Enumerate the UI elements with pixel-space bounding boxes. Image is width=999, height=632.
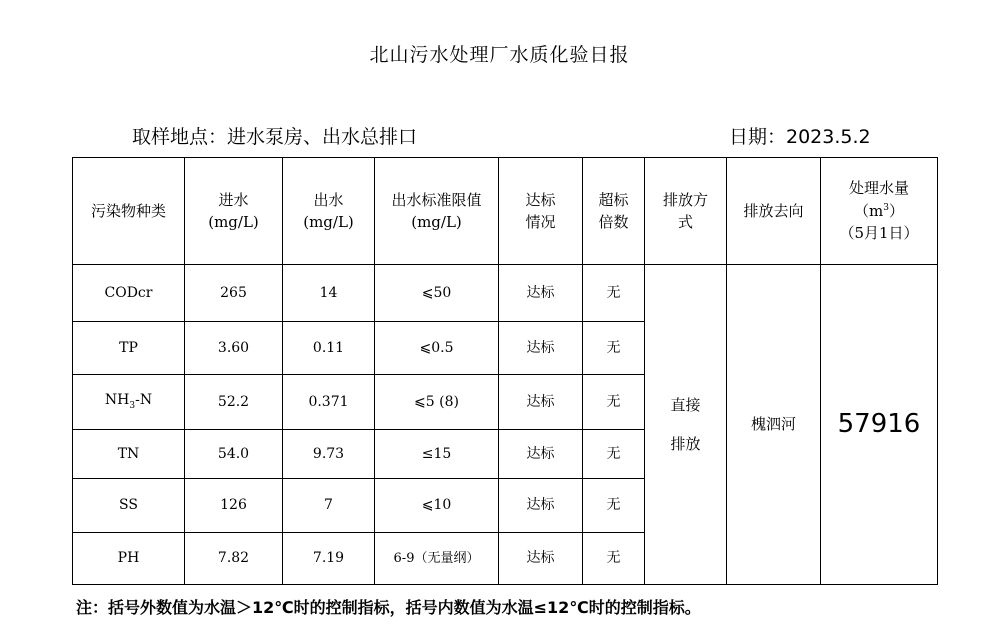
- header-status-label: 达标 情况: [525, 190, 556, 231]
- cell-limit: ⩽0.5: [375, 322, 499, 375]
- cell-inflow: 52.2: [185, 375, 283, 430]
- header-status: [499, 158, 583, 265]
- header-outflow-label: 出水: [313, 190, 344, 209]
- header-volume-date: （5月1日）: [839, 224, 919, 243]
- cell-pollutant: TN: [73, 430, 185, 479]
- cell-discharge-method: [645, 265, 727, 585]
- cell-exceed: 无: [583, 430, 645, 479]
- report-date: 日期：2023.5.2: [729, 126, 871, 148]
- cell-outflow: 14: [283, 265, 375, 322]
- cell-inflow: 7.82: [185, 533, 283, 585]
- cell-outflow: 7: [283, 479, 375, 533]
- header-volume-unit: $(m^3)$: [854, 201, 904, 220]
- header-volume-label: 处理水量: [848, 179, 909, 198]
- header-inflow-label: 进水: [218, 190, 249, 209]
- header-inflow: [185, 158, 283, 265]
- report-title: 北山污水处理厂水质化验日报: [369, 44, 630, 66]
- cell-outflow: 9.73: [283, 430, 375, 479]
- cell-outflow: 7.19: [283, 533, 375, 585]
- header-volume: [821, 158, 938, 265]
- cell-limit: ⩽50: [375, 265, 499, 322]
- cell-exceed: 无: [583, 322, 645, 375]
- cell-status: 达标: [499, 375, 583, 430]
- header-inflow-unit: (mg/L): [208, 213, 259, 231]
- cell-exceed: 无: [583, 533, 645, 585]
- cell-volume: 57916: [821, 265, 938, 585]
- header-pollutant: [73, 158, 185, 265]
- header-discharge-method-label: 排放方 式: [662, 190, 708, 231]
- cell-pollutant: SS: [73, 479, 185, 533]
- header-limit-label: 出水标准限值: [391, 190, 482, 209]
- cell-status: 达标: [499, 430, 583, 479]
- water-quality-table: [72, 157, 938, 585]
- cell-pollutant: PH: [73, 533, 185, 585]
- cell-status: 达标: [499, 322, 583, 375]
- cell-pollutant: CODcr: [73, 265, 185, 322]
- header-discharge-dest: [727, 158, 821, 265]
- cell-limit: ≤15: [375, 430, 499, 479]
- cell-pollutant: $NH_3-N$: [73, 375, 185, 430]
- cell-outflow: 0.371: [283, 375, 375, 430]
- discharge-method-value: 直接 排放: [670, 395, 701, 453]
- cell-outflow: 0.11: [283, 322, 375, 375]
- header-pollutant-label: 污染物种类: [90, 201, 166, 220]
- header-exceed: [583, 158, 645, 265]
- cell-discharge-dest: 槐泗河: [727, 265, 821, 585]
- cell-limit: ⩽5 (8): [375, 375, 499, 430]
- table-row: [73, 265, 938, 322]
- cell-status: 达标: [499, 533, 583, 585]
- cell-inflow: 126: [185, 479, 283, 533]
- header-limit: [375, 158, 499, 265]
- header-exceed-label: 超标 倍数: [598, 190, 629, 231]
- cell-exceed: 无: [583, 479, 645, 533]
- cell-status: 达标: [499, 479, 583, 533]
- cell-limit: 6-9（无量纲）: [375, 533, 499, 585]
- cell-pollutant: TP: [73, 322, 185, 375]
- cell-exceed: 无: [583, 375, 645, 430]
- header-discharge-method: [645, 158, 727, 265]
- cell-status: 达标: [499, 265, 583, 322]
- header-outflow: [283, 158, 375, 265]
- sampling-location: 取样地点：进水泵房、出水总排口: [132, 126, 418, 148]
- cell-limit: ⩽10: [375, 479, 499, 533]
- header-limit-unit: (mg/L): [411, 213, 462, 231]
- header-row: [73, 158, 938, 265]
- cell-inflow: 54.0: [185, 430, 283, 479]
- cell-inflow: 3.60: [185, 322, 283, 375]
- header-outflow-unit: (mg/L): [303, 213, 354, 231]
- footnote: 注：括号外数值为水温＞12℃时的控制指标，括号内数值为水温≤12℃时的控制指标。: [76, 598, 701, 617]
- header-discharge-dest-label: 排放去向: [743, 201, 804, 220]
- cell-exceed: 无: [583, 265, 645, 322]
- cell-inflow: 265: [185, 265, 283, 322]
